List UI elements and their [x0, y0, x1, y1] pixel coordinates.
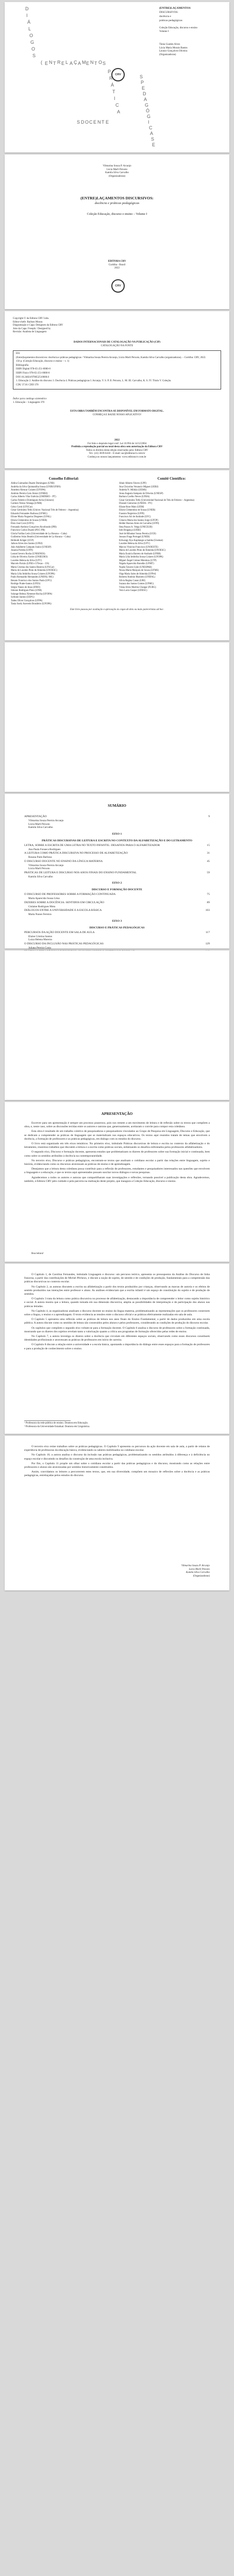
presentation-paragraph: No terceiro eixo, Discurso e práticas pedagógicas, encontram-se textos que analisam o cotidiano escolar a partir das relações entre linguagem, sujeito e história, evidenciando como os discursos atravessam as práticas de ensino e de aprendizagem.: [24, 1159, 210, 1166]
title-letter: R: [109, 76, 113, 81]
board-member: José de Ribamar Sousa Pereira (UCB): [119, 532, 156, 535]
catalog-card-line: E61: [16, 352, 21, 355]
title-letter: O: [98, 60, 103, 65]
board-member: Elizeu Clementino de Souza (UNEB): [11, 519, 47, 522]
toc-entry[interactable]: [24, 860, 210, 863]
board-member: Sílvia Regina Canan (URI): [119, 579, 145, 582]
toc-author: Vilmarina Souza Pereira Arcanjo: [28, 819, 64, 822]
board-member: Marcelo Paixão (UFRJ e UTexas – US): [11, 563, 49, 565]
side-title-line-3: docência e: [159, 15, 171, 18]
presentation-paragraph: Por fim, o Capítulo 11 propõe um olhar sobre o cotidiano escolar a partir das práticas pedagógicas e do discurso, mostrando como as relações entre professores e alunos são atravessadas por sentidos historicamente constituídos.: [24, 1462, 210, 1469]
board-member: Olga Maria Sales de Almeida (UFPel): [119, 572, 156, 575]
title-letter: I: [114, 96, 116, 101]
editor-name: Vilmarina Souza P. Arcanjo: [103, 165, 131, 167]
board-member: Andréia N. Militão (UEMS): [119, 489, 147, 492]
publisher-logo: [111, 279, 125, 293]
title-letter: I: [26, 13, 28, 18]
board-member: Maria Eurácia Barreto de Andrade (UFRB): [119, 552, 161, 555]
board-member: Gláucia Maria dos Santos Jorge (UFOP): [119, 519, 158, 522]
title-letter: C: [115, 103, 120, 108]
board-member: Leonel Severo Rocha (UNISINOS): [11, 552, 45, 555]
editors-role: (Organizadoras): [108, 175, 126, 178]
title-letter: T: [53, 61, 57, 66]
toc-author: Luiza Helena Moreira: [28, 938, 52, 941]
toc-list: [24, 815, 210, 967]
board-member: Renato Francisco dos Santos Paula (UFG): [11, 579, 52, 582]
book-title: (ENTRE)LAÇAMENTOS DISCURSIVOS:: [80, 196, 154, 200]
footnote: ¹ Professora da rede pública de ensino. Doutora em Educação.: [24, 1422, 89, 1425]
title-letter: E: [152, 142, 156, 147]
page-presentation-3: [5, 1436, 229, 1590]
board-member: Roberto Antônio Mariotto (UNIFAL): [119, 576, 156, 579]
rights-block: [13, 439, 221, 460]
toc-entry-page: 9: [208, 815, 210, 818]
board-member: Josania Portela (UFPI): [11, 549, 33, 552]
toc-entry-page: 75: [207, 893, 210, 896]
title-letter: G: [145, 103, 149, 108]
board-member: Vânia Alves Martins Chaigar (FURG): [119, 586, 156, 589]
cover-art-line: Arte da Capa: Freepik / Designed by: [13, 327, 51, 330]
publisher-place: Curitiba - Brasil: [108, 263, 126, 266]
toc-author: Lúcia Marli Peixoto: [28, 867, 50, 870]
digital-note-line-1: ESTA OBRA TAMBÉM ENCONTRA-SE DISPONÍVEL EM FORMATO DIGITAL.: [70, 410, 164, 413]
toc-author: Elaine Cristina Santos: [28, 935, 53, 938]
title-letter: N: [97, 120, 102, 125]
board-member: Maria de Lourdes Pinto de Almeida (UNOESC): [119, 549, 166, 552]
title-letter: G: [147, 114, 152, 119]
toc-author: Marta Nunes Ferreira: [28, 913, 52, 916]
title-letter: N: [49, 60, 53, 65]
signature-role: (Organizadoras): [193, 1574, 210, 1578]
rights-line: Proibida a reprodução parcial ou total desta obra sem autorização da Editora CRV: [71, 446, 163, 449]
presentation-paragraph: Escrever para um apresentação é sempre um processo prazeroso, pois nos remete a um movimento de leitura e de reflexão sobre os textos que compõem a obra, e, neste caso, sobre as discussões tecidas entre os autores e autoras que, generosamente, aceitaram o convite para compor esta coletânea.: [24, 1122, 210, 1129]
board-member: Tania Suely Azevedo Brasileiro (UFOPA): [11, 603, 52, 605]
toc-entry[interactable]: [24, 871, 210, 875]
book-subtitle: docência e práticas pedagógicas: [94, 201, 140, 205]
board-member: Míguel Ángel Gómez Mendoza (UTP): [119, 559, 157, 562]
toc-author: Rosana Paim Barbosa: [28, 856, 52, 859]
deposit-year: 2022: [114, 439, 120, 442]
title-letter: M: [82, 60, 87, 65]
footnote: ² Professora da Universidade Estadual. Doutora em Linguística.: [24, 1426, 90, 1428]
publisher-logo: [111, 68, 125, 81]
presentation-paragraph: Os capítulos que compõem o segundo eixo voltam-se para a formação docente. O Capítulo 6 analisa o discurso de professores sobre a formação continuada, mostrando que os dizeres dos sujeitos revelam tanto a valorização quanto a crítica aos programas de formação oferecidos pelas redes de ensino.: [24, 1326, 210, 1333]
presentation-paragraph: O Capítulo 8 discute a relação entre a universidade e a escola básica, apontando a importância do diálogo entre esses espaços para a formação de professores e para a produção de conhecimento sobre o ensino.: [24, 1343, 210, 1350]
editor-chief-line: Editor-chefe: Railson Moura: [13, 320, 43, 324]
board-member: Eduardo Fernandes Barbosa (UFMG): [11, 512, 47, 515]
title-letter: E: [106, 120, 110, 125]
toc-entry[interactable]: [24, 893, 210, 896]
presentation-body-3: [24, 1445, 210, 1479]
cip-title: DADOS INTERNACIONAIS DE CATALOGAÇÃO NA PUBLICAÇÃO (CIP): [73, 341, 161, 344]
board-member: Maria Cristina dos Santos Bezerra (UFSCar): [11, 566, 54, 569]
catalog-card-line: 1. Educação 2. Análise do discurso 3. Docência 4. Práticas pedagógicas I. Arcanjo, V. S. P. II. Peixoto, L. M. III. Carvalho, K. S. IV. Título V. Coleção.: [16, 380, 172, 383]
board-member: Aldira Guimarães Duarte Domínguez (UNB): [11, 482, 55, 485]
title-letter: (: [41, 60, 43, 65]
title-letter: S: [140, 74, 144, 79]
page-blank: [5, 642, 229, 792]
page-presentation: [5, 1102, 229, 1262]
catalog-index-note: Índice para catálogo sistemático: [13, 398, 47, 400]
title-letter: Ç: [74, 60, 78, 65]
title-letter: S: [151, 137, 155, 142]
title-letter: N: [90, 60, 94, 65]
presentation-paragraph: No Capítulo 4, as organizadoras analisam o discurso docente no ensino da língua materna, problematizando as representações que os professores constroem sobre a língua, o ensino e a aprendizagem. O texto evidencia as tensões entre o discurso oficial e as práticas efetivamente realizadas em sala de aula.: [24, 1309, 210, 1317]
toc-entry-title: PERCURSOS DA AÇÃO DOCENTE EM SALA DE AULA: [24, 930, 95, 934]
toc-entry-page: 129: [205, 942, 210, 945]
board-member: Elione Maria Nogueira Diogenes (UFAL): [11, 516, 52, 518]
board-member: Altair Alberto Fávero (UPF): [119, 482, 147, 485]
board-member: Marcos Vinicius Francisco (UNOESTE): [119, 546, 158, 549]
rights-line: Tel.: (41) 3039-6418 – E-mail: sac@editoracrv.com.br: [89, 452, 145, 455]
board-member: Paulo Romualdo Hernandes (UNIFAL-MG): [11, 576, 54, 579]
page-toc-continued: [5, 951, 229, 1100]
board-member: Eliane Rose Maio (UEM): [119, 505, 144, 509]
toc-section-heading: DISCURSO E PRÁTICAS PEDAGÓGICAS: [89, 926, 145, 929]
side-title-block: [159, 6, 226, 23]
board-member: Helder Buenos Aires de Carvalho (UFPI): [119, 522, 159, 525]
title-letter: E: [142, 86, 146, 91]
toc-section-heading: EIXO 2: [112, 882, 122, 885]
board-member: Jussara Fraga Portugal (UNEB): [119, 536, 150, 538]
title-letter: O: [29, 33, 34, 38]
board-member: Anselmo Alencar Colares (UFOPA): [11, 489, 46, 492]
catalog-card-line: ISBN Físico 978-65-251-0000-0: [16, 371, 50, 375]
copyright-line: Copyright © da Editora CRV Ltda.: [13, 317, 49, 320]
board-member: Lídia de Oliveira Xavier (UNIEURO): [11, 556, 48, 558]
presentation-paragraph: O Capítulo 3 trata da leitura como prática discursiva no processo de alfabetização, destacando a importância de compreender o leitor como sujeito histórico e social. A autora mostra que a leitura, quando tomada em sua dimensão discursiva, amplia as possibilidades de interpretação e de participação dos alunos nas práticas letradas.: [24, 1297, 210, 1308]
revision-line: Revisão: Analista de Linguagem: [13, 331, 47, 334]
title-letter: A: [150, 131, 154, 136]
title-letter: O: [85, 120, 90, 125]
signature-name: Lúcia Marli Peixoto: [189, 1568, 210, 1571]
board-member: Jailson Alves dos Santos (UFRJ): [11, 543, 43, 545]
catalog-card-line: (Entre)laçamentos discursivos: docência e práticas pedagógicas / Vilmarina Souza Pereira Arcanjo, Lúcia Marli Peixoto, Kamila Silva Carvalho (organizadoras). – Curitiba: CRV, 2022.: [16, 356, 206, 359]
toc-author: Kamila Silva Carvalho: [28, 875, 53, 878]
title-letter: A: [70, 61, 74, 66]
toc-author: Ana Paula Fonseca Rodrigues: [28, 848, 61, 851]
board-member: Élsio José Corá (UFFS): [11, 522, 34, 525]
catalog-card-line: 156 p. (Coleção Educação, discurso e ensino – v. 1): [16, 360, 70, 363]
board-member: Diosnel Centurion (UNIDA – PY): [119, 502, 153, 505]
board-member: Sérgio Nunes de Jesus (IFRO): [11, 586, 40, 589]
publisher-logo-text: CRV: [115, 73, 121, 76]
collection-block: [159, 27, 226, 33]
catalog-card-line: Bibliografia: [16, 364, 29, 367]
rights-line: Foi feito o depósito legal conf. Lei 10.994 de 14/12/2004: [87, 442, 147, 445]
presentation-closing: Boa leitura!: [31, 1252, 44, 1255]
digital-note: [13, 410, 221, 417]
board-member: Francisco Carlos Duarte (PUC-PR): [11, 529, 45, 532]
catalog-card-line: DOI 10.24824/978652510000.0: [16, 376, 49, 379]
title-letter: C: [149, 125, 153, 130]
title-letter: S: [77, 120, 81, 125]
board-member: Carmen Tereza Velanga (UNIR): [11, 502, 42, 505]
collection-volume: Volume I: [159, 30, 169, 33]
toc-entry-title: LETRA, SOBRE A ESCRITA DE UMA LETRA NO TEXTO INFANTIL: DESAFIOS PARA O ALFABETIZADOR: [24, 843, 160, 847]
title-letter: D: [143, 91, 147, 96]
side-title-line-1: (ENTRE)LAÇAMENTOS: [159, 7, 191, 10]
layout-line: Diagramação e Capa: Designers da Editora CRV: [13, 324, 63, 327]
board-member: Rodrigo Pratte-Santos (UFES): [11, 583, 41, 585]
presentation-paragraph: O terceiro eixo reúne trabalhos sobre as práticas pedagógicas. O Capítulo 9 apresenta os percursos da ação docente em sala de aula, a partir de relatos de experiência de professoras da educação básica, evidenciando os saberes mobilizados no cotidiano escolar.: [24, 1445, 210, 1452]
toc-entry-page: 59: [207, 871, 210, 874]
editors-block: [159, 43, 226, 57]
book-title-block: [5, 196, 229, 216]
peer-review-note: Este livro passou por avaliação e aprovação às cegas de dois ou mais pareceristas ad hoc.: [70, 608, 164, 611]
board-member: Najela Tavares Ujiie (UNESPAR): [119, 566, 152, 569]
toc-title: SUMÁRIO: [108, 803, 126, 808]
page-title: [5, 155, 229, 309]
board-member: Carlos Federico Domínguez Avila (Unieuro): [11, 499, 54, 502]
toc-entry-title: O DISCURSO DA INCLUSÃO NAS PRÁTICAS PEDAGÓGICAS: [24, 942, 104, 945]
presentation-paragraph: Esta obra é resultado de um trabalho coletivo de pesquisadoras e pesquisadores vinculados ao Grupo de Pesquisa em Linguagem, Discurso e Educação, que se dedicam a compreender as práticas de linguagem que se materializam nos espaços educativos. Os textos aqui reunidos tratam de temas que envolvem a docência, a formação de professores e as práticas pedagógicas, em diálogo com os estudos do discurso.: [24, 1130, 210, 1141]
toc-entry[interactable]: [24, 942, 210, 946]
title-letter: T: [94, 61, 98, 66]
publisher-name: EDITORA CRV: [108, 260, 126, 263]
editor-name: Leonor Gonçalves Oliveira: [159, 50, 188, 53]
presentation-paragraph: O Capítulo 1, de Carolina Fernandes, intitulado Linguagem e discurso: um percurso teórico, apresenta os pressupostos da Análise do Discurso de linha francesa, a partir das contribuições de Michel Pêcheux, e discute a noção de sujeito, de sentido e de condições de produção, fundamentais para a compreensão das práticas discursivas no contexto escolar.: [24, 1273, 210, 1284]
title-letter: E: [86, 61, 90, 66]
board-member: Maria de Lourdes Pinto de Almeida (UNOESC): [11, 569, 58, 572]
toc-entry-title: O DISCURSO DOCENTE NO ENSINO DA LÍNGUA MATERNA: [24, 859, 103, 863]
board-member: Sydione Santos (UEPG): [11, 596, 35, 599]
board-member: Suzana dos Santos Gomes (UFMG): [119, 583, 154, 585]
title-letter: Á: [27, 20, 31, 25]
board-member: Andréia da Silva Quintanilha Sousa (UNIR/UFRN): [11, 485, 61, 488]
board-member: Helmuth Krüger (UCP): [11, 539, 34, 542]
scientific-board: [119, 477, 224, 593]
board-member: João Adalberto Campato Junior (UNESP): [11, 546, 52, 549]
toc-entry-title: A LEITURA COMO PRÁTICA DISCURSIVA NO PROCESSO DE ALFABETIZAÇÃO: [24, 852, 128, 855]
title-letter: C: [89, 120, 93, 125]
title-editors: [5, 165, 229, 178]
presentation-paragraph: O Capítulo 5 apresenta uma reflexão sobre as práticas de leitura nos anos finais do Ensino Fundamental, a partir de dados produzidos em uma escola pública. A autora discute como os sentidos de leitura são construídos pelos alunos e pelos professores, considerando as condições de produção do discurso escolar.: [24, 1318, 210, 1325]
collection-name: Coleção Educação, discurso e ensino: [159, 27, 198, 29]
board-member: Maria Lília Imbiriba Sousa Colares (UFOPA): [11, 572, 55, 575]
title-letter: S: [103, 61, 107, 66]
board-member: Cesar Gerónimo Tello (Univer. Nacional Três de Febrero – Argentina): [11, 509, 79, 512]
board-member: Lourdes Helena da Silva (UFV): [11, 559, 42, 562]
title-letter: E: [61, 61, 65, 66]
board-member: Maria Lília Imbiriba Sousa Colares (UFOPA): [119, 556, 163, 558]
board-member: Gloria Fariñas León (Universidade de La Havana – Cuba): [11, 532, 67, 535]
board-member: Ana Chrystina Venancio Mignot (UERJ): [119, 485, 159, 488]
editor-name: Tânia Guedes Alves: [159, 43, 180, 46]
title-letter: S: [32, 53, 37, 58]
title-letter: L: [28, 26, 32, 31]
title-letter: A: [117, 109, 121, 114]
presentation-signatures: [181, 1565, 210, 1578]
page-boards: [5, 470, 229, 640]
board-member: Guillermo Arias Beatón (Universidade de La Havana – Cuba): [11, 536, 71, 538]
presentation-paragraph: Assim, convidamos os leitores a percorrerem estes textos, que, em sua diversidade, compõem um mosaico de reflexões sobre a docência e as práticas pedagógicas, entrelaçadas pelos estudos do discurso.: [24, 1470, 210, 1478]
editorial-board: [11, 477, 117, 606]
side-title-line-2: DISCURSIVOS:: [159, 11, 178, 14]
board-member: Kilwangy Kya Kapitango-a-Samba (Unemat): [119, 539, 163, 542]
toc-entry[interactable]: [24, 901, 210, 905]
title-letter: E: [45, 61, 49, 66]
toc-entry-page: 31: [207, 852, 210, 855]
presentation-body: [24, 1122, 210, 1184]
title-letter: P: [108, 69, 112, 74]
scientific-board-list: [119, 482, 224, 593]
board-member: Neusa Maria Marques de Souza (UFMS): [119, 569, 159, 572]
book-collection: Coleção Educação, discurso e ensino – Volume I: [87, 213, 147, 216]
signature-name: Kamila Silva Carvalho: [186, 1571, 210, 1574]
toc-entry-page: 117: [205, 930, 210, 934]
presentation-paragraph: O livro está organizado em três eixos temáticos. No primeiro eixo, intitulado Práticas discursivas de leitura e escrita no contexto da alfabetização e do letramento, reunimos trabalhos que discutem a leitura e a escrita como práticas sociais, enfatizando os desafios enfrentados pelos professores alfabetizadores.: [24, 1142, 210, 1149]
board-member: Inês Bragança (UERJ): [119, 529, 141, 532]
title-letter: T: [102, 120, 105, 125]
editor-name: Kamila Silva Carvalho: [105, 172, 129, 175]
board-member: Simone Rodrigues Pinto (UNB): [11, 589, 42, 592]
board-member: Cesar Gerónimo Tello (Universidad Nacional de Três de Febrero – Argentina): [119, 499, 195, 502]
toc-entry[interactable]: [24, 909, 210, 912]
editor-name: Lúcia Maria Morais Bastos: [159, 46, 188, 49]
board-member: Antônio Pereira Gaio Júnior (UFRRJ): [11, 492, 48, 495]
board-member: Fauston Negreiros (UFPI): [119, 512, 144, 515]
catalog-card: [13, 350, 221, 389]
board-member: Vera Lucia Gaspar (UDESC): [119, 589, 147, 592]
toc-entry-title: DIÁLOGOS ENTRE A UNIVERSIDADE E A ESCOLA BÁSICA: [24, 909, 102, 912]
toc-author: Kamila Silva Carvalho: [28, 826, 53, 829]
toc-entry[interactable]: [24, 852, 210, 855]
title-letter: E: [93, 120, 97, 125]
toc-section-heading: PRÁTICAS DISCURSIVAS DE LEITURA E ESCRITA NO CONTEXTO DA ALFABETIZAÇÃO E DO LETRAMENTO: [42, 839, 192, 842]
toc-entry[interactable]: [24, 931, 210, 935]
cip-heading: [13, 341, 221, 348]
signature-name: Vilmarina Souza P. Arcanjo: [181, 1565, 210, 1567]
presentation-paragraph: O segundo eixo, Discurso e formação docente, apresenta estudos que problematizam os dizeres de professores sobre sua formação inicial e continuada, bem como sobre os sentidos atribuídos à docência na contemporaneidade.: [24, 1150, 210, 1158]
board-member: Celso Conti (UFSCar): [11, 505, 32, 509]
presentation-paragraph: No Capítulo 7, a autora investiga os dizeres sobre a docência que circulam em diferentes espaços sociais, observando como esses discursos constituem identidades profissionais e atravessam as práticas de professores em início de carreira.: [24, 1335, 210, 1342]
editors-role: (Organizadoras): [159, 53, 176, 56]
board-member: Ilma Passos A. Veiga (UNICEUB): [119, 526, 153, 529]
publisher-year: 2022: [114, 267, 120, 270]
presentation-paragraph: No Capítulo 10, a autora analisa o discurso da inclusão nas práticas pedagógicas, problematizando os sentidos atribuídos à diferença e à deficiência no espaço escolar e discutindo os desafios da construção de uma escola inclusiva.: [24, 1453, 210, 1461]
page-half-title: [5, 2, 229, 152]
board-member: Solange Helena Ximenes-Rocha (UFOPA): [11, 592, 53, 596]
catalog-card-line: CDU 37.01 CDD 370: [16, 383, 39, 386]
footnote-divider: [24, 1420, 71, 1421]
side-title-line-4: práticas pedagógicas: [159, 19, 182, 22]
title-letter: I: [148, 120, 150, 125]
scientific-board-title: Comitê Científico:: [157, 477, 186, 481]
title-letter: D: [81, 120, 85, 125]
toc-author: Lúcia Marli Peixoto: [28, 822, 50, 826]
presentation-paragraph: No Capítulo 2, as autoras discutem a escrita na alfabetização a partir dos textos produzidos por crianças, observando as marcas de autoria e os efeitos de sentido produzidos nas interações entre professor e aluno. As análises evidenciam que a escrita infantil é um espaço de constituição do sujeito e de produção de sentidos.: [24, 1285, 210, 1296]
toc-entry-page: 15: [207, 843, 210, 847]
toc-author: Vilmarina Souza Pereira Arcanjo: [28, 863, 64, 867]
title-letter: P: [141, 80, 145, 85]
board-member: Fernando Antônio Gonçalves Alcoforado (IPB): [11, 526, 57, 529]
toc-section-heading: DISCURSO E FORMAÇÃO DOCENTE: [91, 888, 143, 891]
catalog-index: [13, 398, 221, 404]
toc-entry[interactable]: [24, 815, 210, 819]
title-letter: L: [65, 60, 69, 65]
publisher-block: [5, 260, 229, 270]
presentation-body-2: [24, 1273, 210, 1352]
toc-author: Gislaine Rodrigues Mota: [28, 905, 56, 908]
toc-author: Juliana Pereira Costa: [28, 946, 51, 950]
toc-entry-page: 45: [207, 859, 210, 863]
toc-section-heading: EIXO 3: [112, 919, 122, 923]
board-member: Anna Augusta Sampaio de Oliveira (UNESP): [119, 492, 163, 495]
board-member: Nágela Aparecida Brandão (UFMT): [119, 563, 154, 565]
title-letter: R: [57, 60, 61, 65]
board-member: Lourdes Helena da Silva (UFV): [119, 543, 150, 545]
board-member: Francisco Ari de Andrade (UFC): [119, 516, 151, 518]
title-letter: T: [112, 89, 116, 94]
title-letter: Á: [111, 82, 115, 88]
title-letter: G: [30, 40, 35, 45]
editorial-board-list: [11, 482, 117, 606]
digital-note-line-2: CONHEÇA E BAIXE NOSSO APLICATIVO!: [92, 413, 142, 416]
publisher-logo-text: CRV: [115, 284, 121, 287]
board-member: Carlos Alberto Vilar Estêvão (UMINHO – PT): [11, 496, 56, 498]
toc-entry-title: APRESENTAÇÃO: [24, 815, 47, 818]
presentation-title: APRESENTAÇÃO: [101, 1111, 133, 1116]
board-member: Tadeu Oliver Gonçalves (UFPA): [11, 599, 43, 602]
rights-line: Conheça os nossos lançamentos: www.editoracrv.com.br: [88, 455, 146, 459]
board-member: Barbara Coelho Neves (UFBA): [119, 496, 150, 498]
title-letter: D: [25, 6, 29, 11]
title-letter: A: [78, 61, 82, 66]
toc-entry-title: DIZERES SOBRE A DOCÊNCIA: SENTIDOS EM CIRCULAÇÃO: [24, 901, 105, 904]
credits-block: [13, 317, 221, 334]
toc-section-heading: EIXO 1: [112, 832, 122, 836]
cip-subtitle: CATALOGAÇÃO NA FONTE: [101, 344, 133, 347]
title-letter: O: [31, 46, 36, 52]
page-presentation-2: [5, 1264, 229, 1434]
page-catalog: [5, 311, 229, 468]
title-letter: Ó: [146, 108, 151, 113]
toc-entry-page: 103: [205, 909, 210, 912]
toc-author: Maria Aparecida Sousa Lima: [28, 897, 60, 900]
presentation-paragraph: Agradecemos a todos os autores e autoras que compartilharam suas investigações e reflexões, tornando possível a publicação desta obra. Agradecemos, também, à Editora CRV pelo cuidado e pela parceria na realização deste projeto, que inaugura a Coleção Educação, discurso e ensino.: [24, 1176, 210, 1183]
editor-name: Lúcia Marli Peixoto: [106, 168, 128, 171]
board-member: Elizeu Clementino de Souza (UNEB): [119, 509, 156, 512]
page-toc: [5, 794, 229, 948]
editorial-board-title: Conselho Editorial:: [48, 477, 79, 481]
catalog-index-line: 1. Educação – Linguagem 370: [13, 401, 44, 404]
catalog-card-line: ISBN Digital 978-65-251-0000-0: [16, 368, 51, 371]
toc-entry-page: 89: [207, 901, 210, 904]
toc-entry-title: O DISCURSO DE PROFESSORES SOBRE A FORMAÇÃO CONTINUADA: [24, 893, 116, 896]
presentation-paragraph: Desejamos que a leitura desta coletânea possa contribuir para a reflexão de professores, estudantes e pesquisadores interessados nas questões que envolvem a linguagem e a educação, e que os textos aqui apresentados possam suscitar novos diálogos e novas pesquisas.: [24, 1167, 210, 1175]
rights-line: Todos os direitos desta edição reservados pela: Editora CRV: [86, 449, 148, 452]
title-letter: A: [144, 97, 148, 102]
toc-entry[interactable]: [24, 844, 210, 848]
toc-entry-title: PRÁTICAS DE LEITURA E DISCURSO NOS ANOS FINAIS DO ENSINO FUNDAMENTAL: [24, 871, 137, 874]
